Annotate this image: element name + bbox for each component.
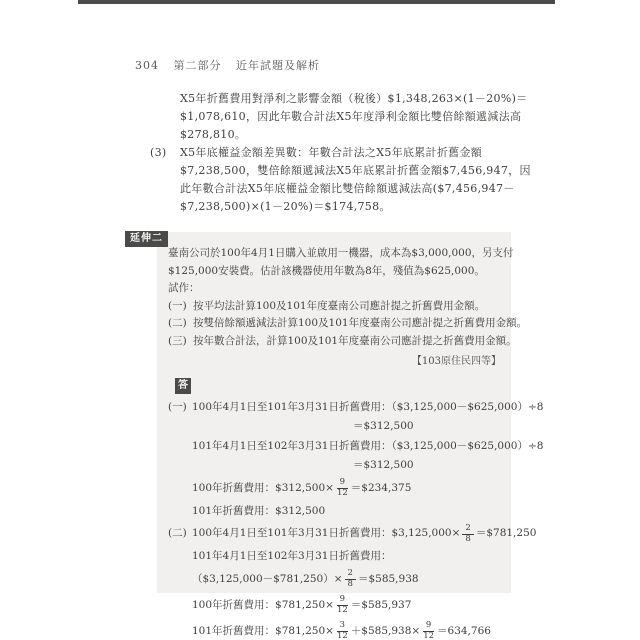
answer-row: [168, 522, 537, 546]
solution-continuation: [150, 90, 531, 216]
text-line: $125,000安裝費。估計該機器使用年數為8年，殘值為$625,000。: [168, 264, 485, 277]
answer-marker: (一): [168, 400, 187, 413]
fraction-denominator: 12: [336, 488, 348, 498]
extension-badge: 延伸二: [125, 231, 168, 247]
answer-row: [192, 477, 505, 501]
answer-text: 100年折舊費用：$781,250×: [192, 598, 334, 611]
answer-row: [353, 418, 505, 436]
fraction-denominator: 8: [347, 579, 353, 589]
answer-text: ＝$585,938: [357, 572, 419, 585]
fraction-numerator: 2: [345, 569, 356, 580]
answer-text: 101年4月1日至102年3月31日折舊費用：: [192, 550, 392, 562]
text-line: 臺南公司於100年4月1日購入並啟用一機器，成本為$3,000,000，另支付: [168, 247, 514, 259]
item-marker: (3): [150, 146, 167, 159]
fraction-numerator: 9: [423, 621, 434, 632]
source-tag: 【103原住民四等】: [411, 356, 501, 367]
fraction-numerator: 9: [337, 595, 348, 606]
answer-row: [168, 399, 544, 417]
task-text: 按平均法計算100及101年度臺南公司應計提之折舊費用金額。: [193, 299, 486, 312]
task-text: 按雙倍餘額遞減法計算100及101年度臺南公司應計提之折舊費用金額。: [193, 317, 528, 329]
answer-marker: (二): [168, 527, 187, 540]
task-item: [168, 298, 505, 316]
text-line: $7,238,500，雙倍餘額遞減法X5年底累計折舊金額$7,456,947，因: [180, 164, 531, 177]
answer-text: ＝$781,250: [475, 527, 537, 540]
task-label: 試作：: [168, 282, 200, 294]
answer-text: ＝$312,500: [353, 420, 414, 432]
solution-paragraph: [180, 90, 528, 144]
answer-text: （$3,125,000－$781,250）×: [192, 572, 343, 585]
text-line: X5年底權益金額差異數：年數合計法之X5年底累計折舊金額: [180, 146, 483, 159]
fraction-denominator: 12: [336, 605, 348, 615]
fraction: [336, 595, 349, 616]
text-line: $7,238,500)×(1－20%)＝$174,758。: [180, 200, 391, 213]
task-marker: (二): [168, 317, 187, 329]
answer-text: ＝$312,500: [353, 459, 414, 471]
page-header: [135, 57, 330, 73]
answer-row: [192, 620, 505, 640]
answer-list: [168, 399, 544, 640]
task-marker: (一): [168, 299, 187, 312]
text-line: $278,810。: [180, 128, 247, 141]
task-item: [168, 315, 528, 333]
answer-text: 101年折舊費用：$312,500: [192, 504, 326, 517]
text-line: 此年數合計法X5年底權益金額比雙倍餘額遞減法高($7,456,947－: [180, 182, 515, 195]
fraction: [336, 621, 349, 640]
item-text: [180, 144, 531, 216]
answer-text: 101年折舊費用：$781,250×: [192, 624, 334, 637]
fraction-numerator: 9: [337, 478, 348, 489]
task-marker: (三): [168, 334, 187, 347]
text-line: X5年折舊費用對淨利之影響金額（稅後）$1,348,263×(1－20%)＝: [180, 92, 528, 105]
task-item: [168, 333, 517, 351]
question-intro: [168, 245, 514, 280]
answer-text: ＝$585,937: [350, 598, 412, 611]
answer-row: [192, 548, 505, 566]
fraction-denominator: 12: [336, 631, 348, 640]
text-line: $1,078,610，因此年數合計法X5年度淨利金額比雙倍餘額遞減法高: [180, 110, 522, 123]
section-label: 第二部分: [173, 59, 222, 72]
fraction-numerator: 3: [337, 621, 348, 632]
answer-text: 101年4月1日至102年3月31日折舊費用：（$3,125,000－$625,000）÷8: [192, 439, 544, 452]
answer-row: [192, 503, 505, 521]
page-top-edge-bar: [78, 0, 555, 4]
answer-row: [192, 568, 505, 592]
answer-text: ＝634,766: [437, 624, 491, 637]
answer-text: 100年折舊費用：$312,500×: [192, 481, 334, 494]
fraction: [336, 478, 349, 499]
task-list: [168, 298, 528, 351]
answer-row: [192, 594, 505, 618]
answer-text: ＋$585,938×: [350, 624, 421, 637]
answer-row: [353, 457, 505, 475]
solution-item-3: [150, 144, 531, 216]
fraction-numerator: 2: [462, 524, 473, 535]
answer-badge: 答: [175, 378, 191, 394]
fraction-denominator: 8: [465, 533, 471, 544]
fraction-denominator: 12: [423, 631, 435, 640]
extension-content: [168, 245, 544, 640]
extension-question-box: [130, 232, 544, 640]
task-text: 按年數合計法，計算100及101年度臺南公司應計提之折舊費用金額。: [193, 334, 517, 347]
answer-text: ＝$234,375: [350, 481, 412, 494]
fraction: [422, 621, 435, 640]
fraction: [462, 524, 473, 545]
answer-text: 100年4月1日至101年3月31日折舊費用：（$3,125,000－$625,000）÷8: [192, 400, 544, 413]
answer-text: 100年4月1日至101年3月31日折舊費用：$3,125,000×: [192, 527, 461, 540]
header-title: 近年試題及解析: [236, 59, 320, 72]
fraction: [345, 569, 356, 590]
page-number: 304: [135, 59, 159, 72]
answer-row: [192, 438, 544, 456]
